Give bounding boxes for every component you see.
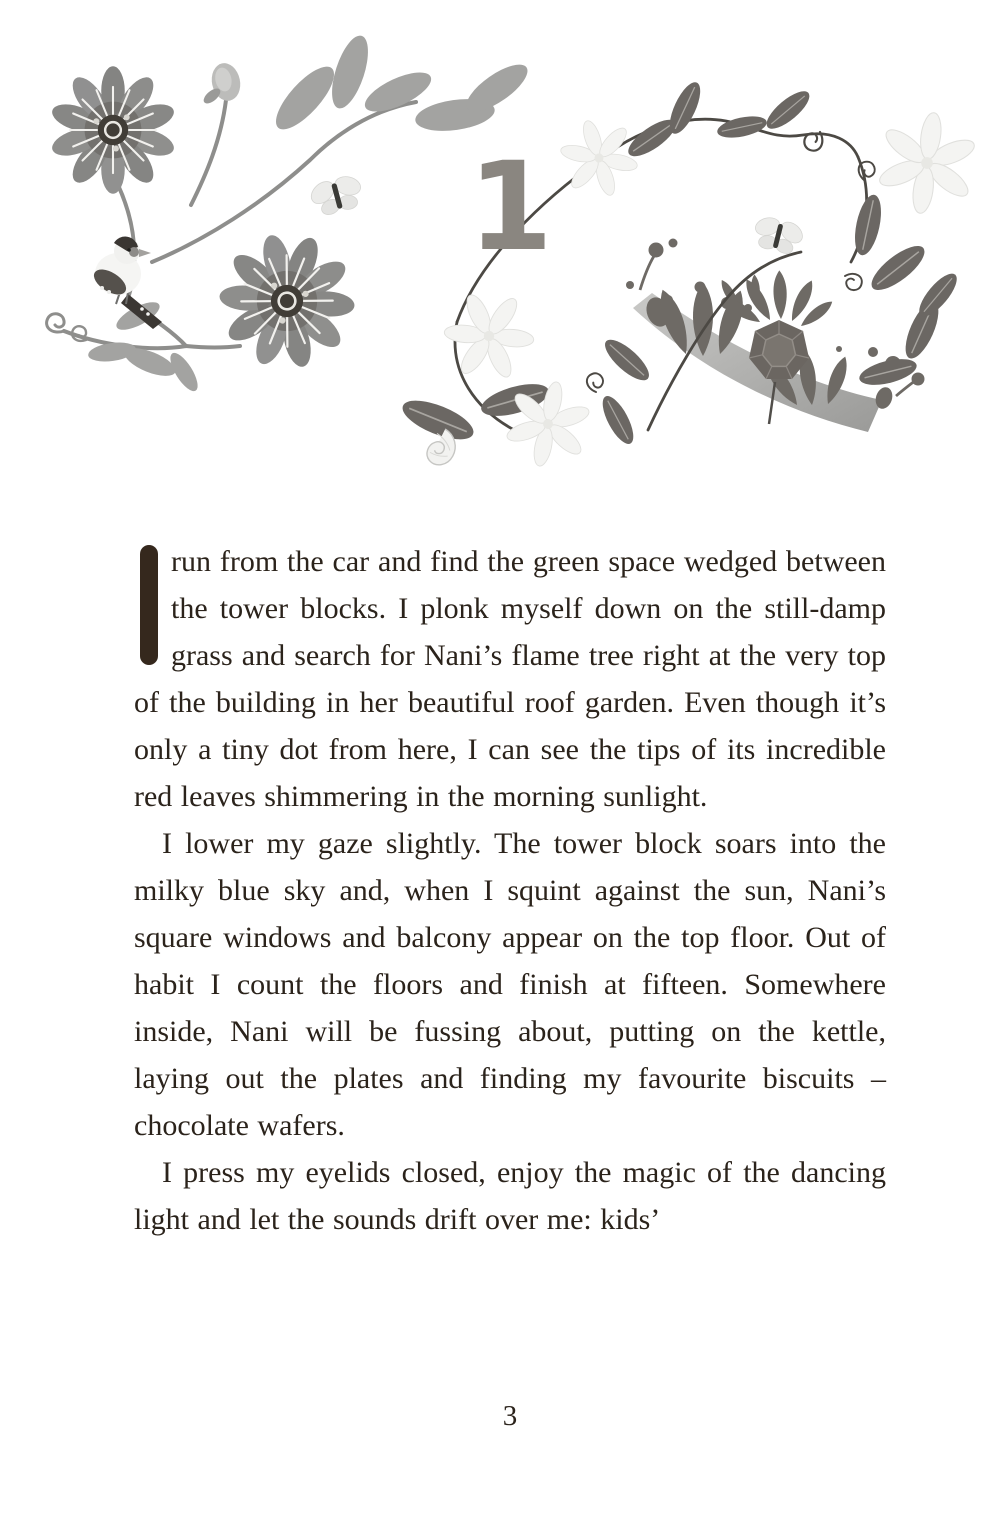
paragraph-1 xyxy=(134,538,886,820)
chapter-number: 1 xyxy=(468,136,553,278)
passion-flower-small xyxy=(198,213,375,389)
flower-bud xyxy=(201,61,244,107)
jasmine-flower xyxy=(553,113,645,203)
drop-cap-letter xyxy=(140,545,158,665)
passion-flower-large xyxy=(49,66,177,193)
paragraph-3: I press my eyelids closed, enjoy the magic of the dancing light and let the sounds drift over me: kids’ xyxy=(134,1156,886,1236)
paragraph-1-text: run from the car and find the green space wedged between the tower blocks. I plonk myself down on the still-damp grass and search for Nani’s flame tree right at the very top of the building in her beautiful roof garden. Even though it’s only a tiny dot from here, I can see the tips of its incredible red leaves shimmering in the morning sunlight. xyxy=(134,545,886,813)
paragraph-2: I lower my gaze slightly. The tower block soars into the milky blue sky and, when I squint against the sun, Nani’s square windows and balcony appear on the top floor. Out of habit I count the floors and finish at fifteen. Somewhere inside, Nani will be fussing about, putting on the kettle, laying out the plates and finding my favourite biscuits – chocolate wafers. xyxy=(134,827,886,1142)
tiara xyxy=(626,239,925,433)
jasmine-flower xyxy=(862,99,993,227)
jasmine-flower xyxy=(441,289,538,383)
body-text xyxy=(134,538,886,1243)
tendril-curl xyxy=(47,314,86,341)
jasmine-flower xyxy=(494,371,601,476)
page-number: 3 xyxy=(502,1400,518,1432)
butterfly-left xyxy=(304,168,370,220)
